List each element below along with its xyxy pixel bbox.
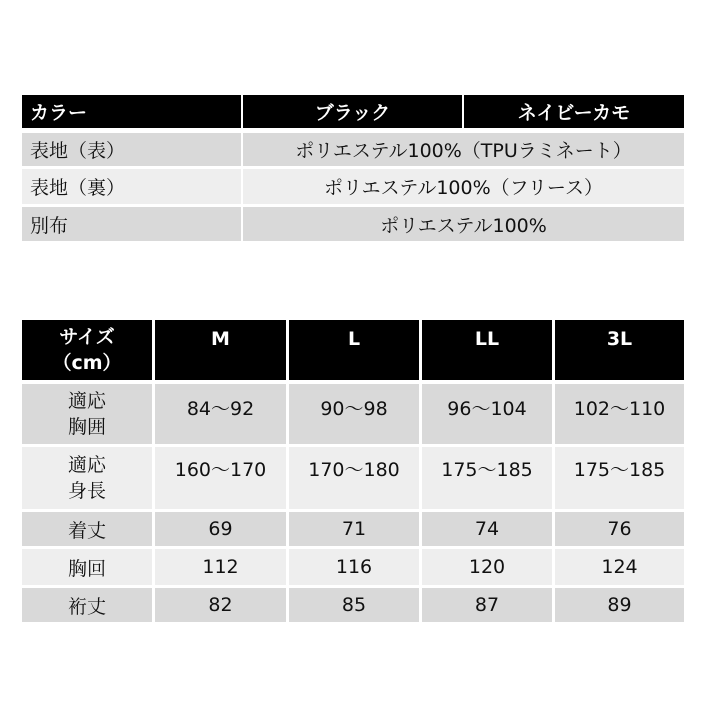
chest-fit-label [22, 384, 152, 444]
body-length-l: 71 [289, 512, 419, 546]
other-fabric-label: 別布 [22, 207, 241, 241]
size-header-line1: サイズ [59, 326, 115, 348]
color-black-header: ブラック [243, 95, 462, 128]
body-length-ll: 74 [422, 512, 552, 546]
color-header-label: カラー [22, 95, 241, 128]
sleeve-length-3l: 89 [555, 588, 684, 622]
outer-back-value: ポリエステル100%（フリース） [243, 169, 684, 204]
size-m-header: M [155, 320, 286, 380]
outer-face-value: ポリエステル100%（TPUラミネート） [243, 133, 684, 166]
size-l-header: L [289, 320, 419, 380]
sleeve-length-m: 82 [155, 588, 286, 622]
size-3l-header: 3L [555, 320, 684, 380]
size-header-label [22, 320, 152, 380]
height-fit-m: 160～170 [155, 447, 286, 509]
sleeve-length-label: 裄丈 [22, 588, 152, 622]
height-fit-l: 170～180 [289, 447, 419, 509]
chest-fit-line1: 適応 [67, 390, 106, 412]
size-header-line2: （cm） [52, 352, 122, 374]
chest-circ-3l: 124 [555, 549, 684, 585]
body-length-m: 69 [155, 512, 286, 546]
chest-circ-m: 112 [155, 549, 286, 585]
chest-circ-label: 胸回 [22, 549, 152, 585]
chest-fit-3l: 102～110 [555, 384, 684, 444]
height-fit-label [22, 447, 152, 509]
chest-circ-l: 116 [289, 549, 419, 585]
body-length-label: 着丈 [22, 512, 152, 546]
size-ll-header: LL [422, 320, 552, 380]
chest-fit-line2: 胸囲 [67, 416, 106, 438]
sleeve-length-l: 85 [289, 588, 419, 622]
chest-fit-ll: 96～104 [422, 384, 552, 444]
other-fabric-value: ポリエステル100% [243, 207, 684, 241]
color-navy-camo-header: ネイビーカモ [464, 95, 684, 128]
body-length-3l: 76 [555, 512, 684, 546]
height-fit-line1: 適応 [67, 454, 106, 476]
outer-back-label: 表地（裏） [22, 169, 241, 204]
chest-circ-ll: 120 [422, 549, 552, 585]
chest-fit-m: 84～92 [155, 384, 286, 444]
height-fit-line2: 身長 [67, 480, 106, 502]
outer-face-label: 表地（表） [22, 133, 241, 166]
chest-fit-l: 90～98 [289, 384, 419, 444]
height-fit-ll: 175～185 [422, 447, 552, 509]
sleeve-length-ll: 87 [422, 588, 552, 622]
height-fit-3l: 175～185 [555, 447, 684, 509]
